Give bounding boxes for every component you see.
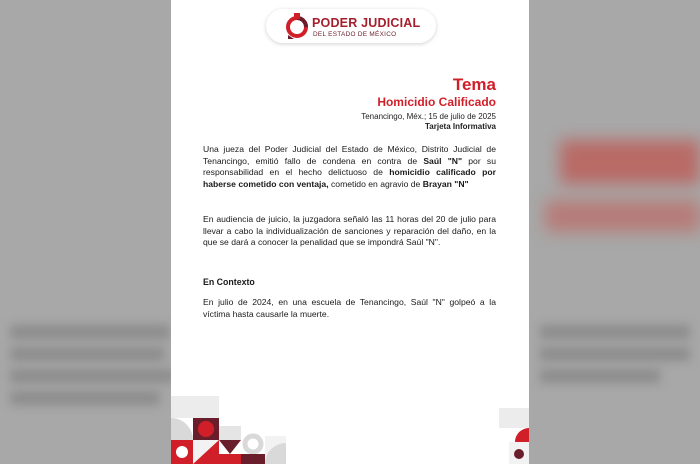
institution-logo: [266, 9, 436, 43]
paragraph-ruling: [203, 144, 496, 190]
p1-text: cometido en agravio de: [328, 178, 423, 189]
background-red-smudge: [560, 140, 700, 184]
decorative-footer-shapes: [171, 396, 286, 464]
subject-title: Homicidio Calificado: [377, 95, 496, 109]
logo-subtitle: DEL ESTADO DE MÉXICO: [313, 31, 397, 38]
background-ghost-lines: [540, 325, 690, 391]
document-type: Tarjeta Informativa: [425, 122, 496, 131]
context-heading: En Contexto: [203, 277, 255, 287]
p1-text: Una jueza del Poder Judicial del Estado de México, Distrito Judicial de Tenancingo, emitió fallo de condena en contra de: [203, 144, 496, 166]
p1-victim: Brayan "N": [422, 178, 469, 189]
p1-text: por su responsabilidad en el hecho delictuoso de: [203, 155, 496, 177]
dateline: Tenancingo, Méx.; 15 de julio de 2025: [361, 112, 496, 121]
decorative-corner-shapes: [499, 408, 529, 464]
background-red-smudge: [545, 200, 700, 232]
paragraph-hearing: En audiencia de juicio, la juzgadora señaló las 11 horas del 20 de julio para llevar a cabo la individualización de sanciones y reparación del daño, en la que se dará a conocer la penalidad que se impondrá Saúl "N".: [203, 214, 496, 247]
p1-crime: homicidio calificado por haberse cometido con ventaja,: [203, 167, 497, 189]
p1-defendant: Saúl "N": [423, 155, 463, 166]
logo-title: PODER JUDICIAL: [312, 16, 421, 30]
paragraph-context: En julio de 2024, en una escuela de Tenancingo, Saúl "N" golpeó a la víctima hasta causarle la muerte.: [203, 297, 496, 319]
tema-heading: Tema: [452, 75, 496, 94]
poder-judicial-emblem-icon: [286, 13, 308, 39]
document-page: [171, 0, 529, 464]
